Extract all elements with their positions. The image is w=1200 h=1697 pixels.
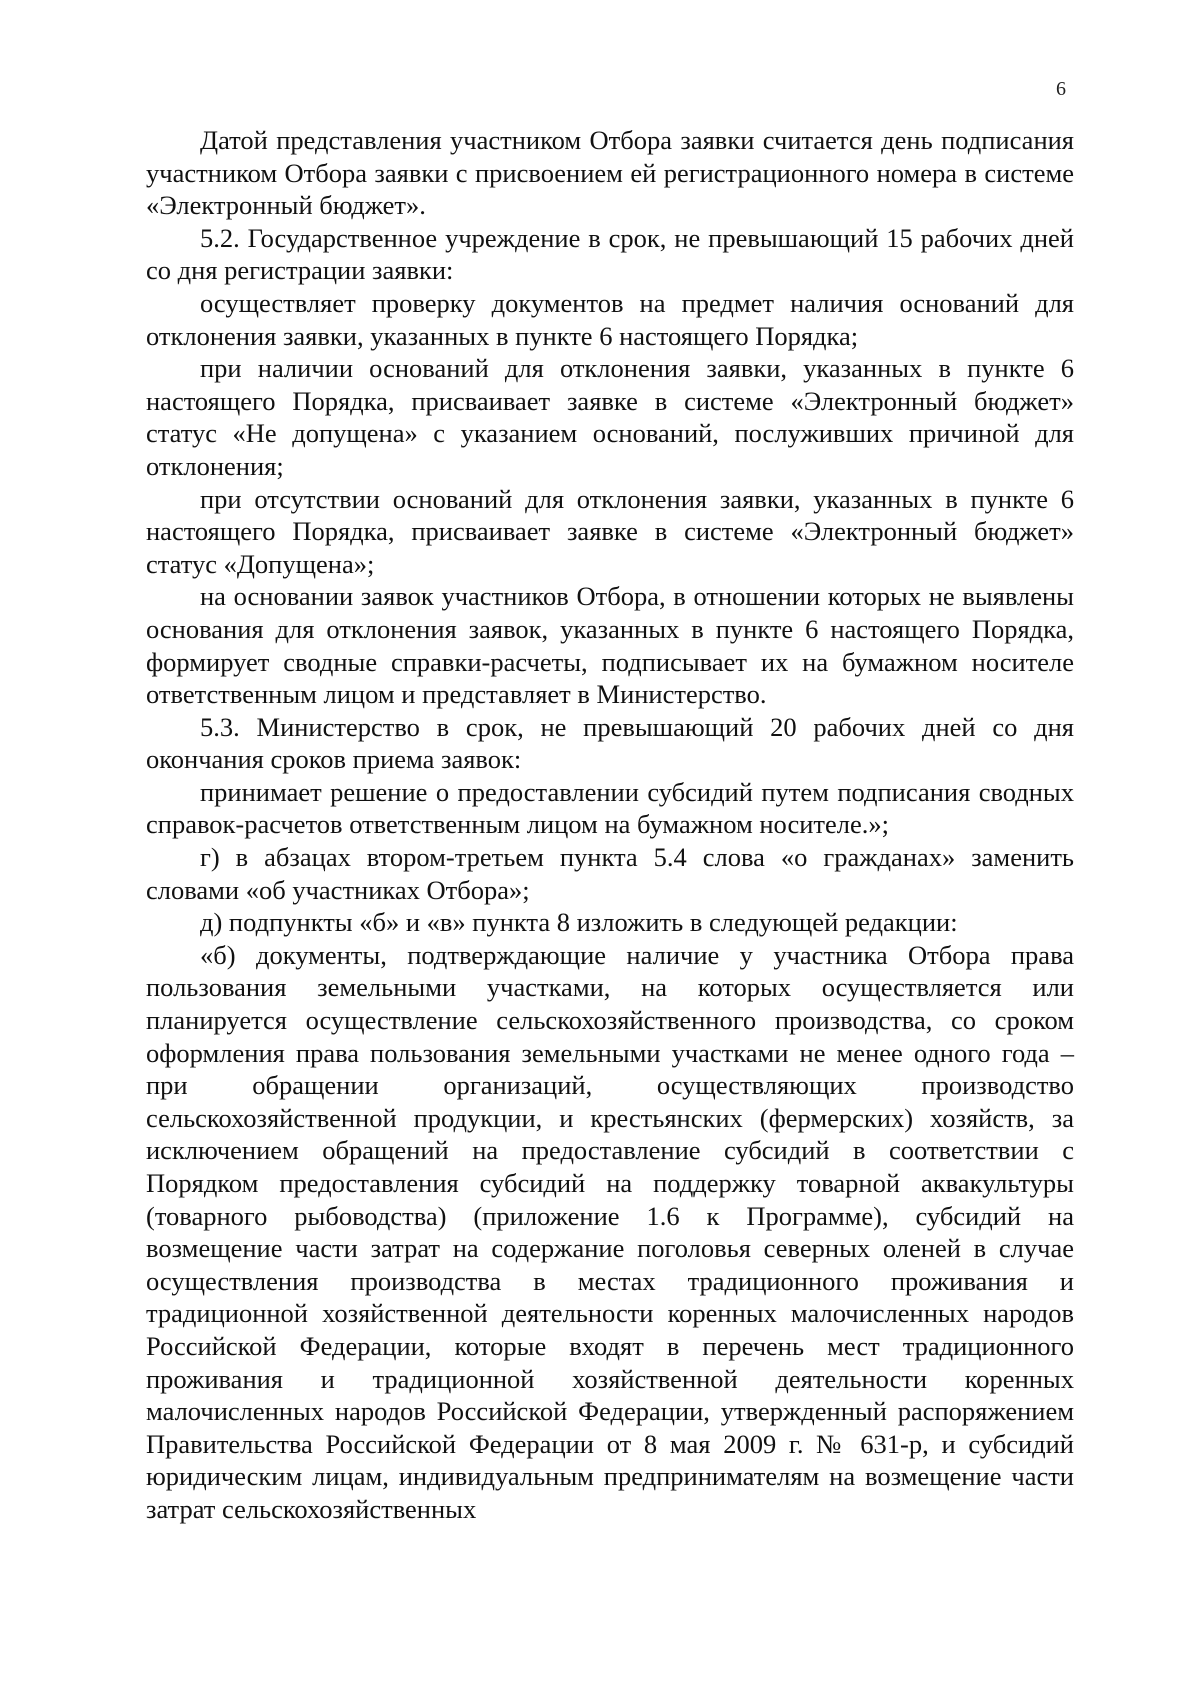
document-body (146, 124, 1074, 1526)
paragraph-subsidy-decision: принимает решение о предоставлении субсидий путем подписания сводных справок-расчетов ответственным лицом на бумажном носителе.»; (146, 776, 1074, 840)
paragraph-submission-date: Датой представления участником Отбора заявки считается день подписания участником Отбора заявки с присвоением ей регистрационного номера в системе «Электронный бюджет». (146, 125, 1074, 221)
paragraph-5-3: 5.3. Министерство в срок, не превышающий 20 рабочих дней со дня окончания сроков приема заявок: (146, 711, 1074, 775)
paragraph-document-check: осуществляет проверку документов на предмет наличия оснований для отклонения заявки, указанных в пункте 6 настоящего Порядка; (146, 287, 1074, 351)
paragraph-amendment-g: г) в абзацах втором-третьем пункта 5.4 слова «о гражданах» заменить словами «об участниках Отбора»; (146, 842, 1074, 905)
paragraph-summary-reports: на основании заявок участников Отбора, в отношении которых не выявлены основания для отклонения заявок, указанных в пункте 6 настоящего Порядка, формирует сводные справки-расчеты, подписывает их на бумажном носителе ответственным лицом и представляет в Министерство. (146, 581, 1074, 710)
paragraph-status-rejected: при наличии оснований для отклонения заявки, указанных в пункте 6 настоящего Порядка, присваивает заявке в системе «Электронный бюджет» статус «Не допущена» с указанием оснований, послуживших причиной для отклонения; (146, 353, 1074, 481)
paragraph-5-2: 5.2. Государственное учреждение в срок, не превышающий 15 рабочих дней со дня регистрации заявки: (146, 222, 1074, 286)
paragraph-status-admitted: при отсутствии оснований для отклонения заявки, указанных в пункте 6 настоящего Порядка, присваивает заявке в системе «Электронный бюджет» статус «Допущена»; (146, 483, 1074, 579)
page-number: 6 (1056, 78, 1066, 100)
paragraph-amendment-d: д) подпункты «б» и «в» пункта 8 изложить в следующей редакции: (200, 907, 958, 938)
paragraph-subitem-b: «б) документы, подтверждающие наличие у участника Отбора права пользования земельными участками, на которых осуществляется или планируется осуществление сельскохозяйственного производства, со сроком оформления права пользования земельными участками не менее одного года – при обращении организаций, осуществляющих производство сельскохозяйственной продукции, и крестьянских (фермерских) хозяйств, за исключением обращений на предоставление субсидий в соответствии с Порядком предоставления субсидий на поддержку товарной аквакультуры (товарного рыбоводства) (приложение 1.6 к Программе), субсидий на возмещение части затрат на содержание поголовья северных оленей в случае осуществления производства в местах традиционного проживания и традиционной хозяйственной деятельности коренных малочисленных народов Российской Федерации, которые входят в перечень мест традиционного проживания и традиционной хозяйственной деятельности коренных малочисленных народов Российской Федерации, утвержденный распоряжением Правительства Российской Федерации от 8 мая 2009 г. № 631-р, и субсидий юридическим лицам, индивидуальным предпринимателям на возмещение части затрат сельскохозяйственных (146, 939, 1074, 1524)
